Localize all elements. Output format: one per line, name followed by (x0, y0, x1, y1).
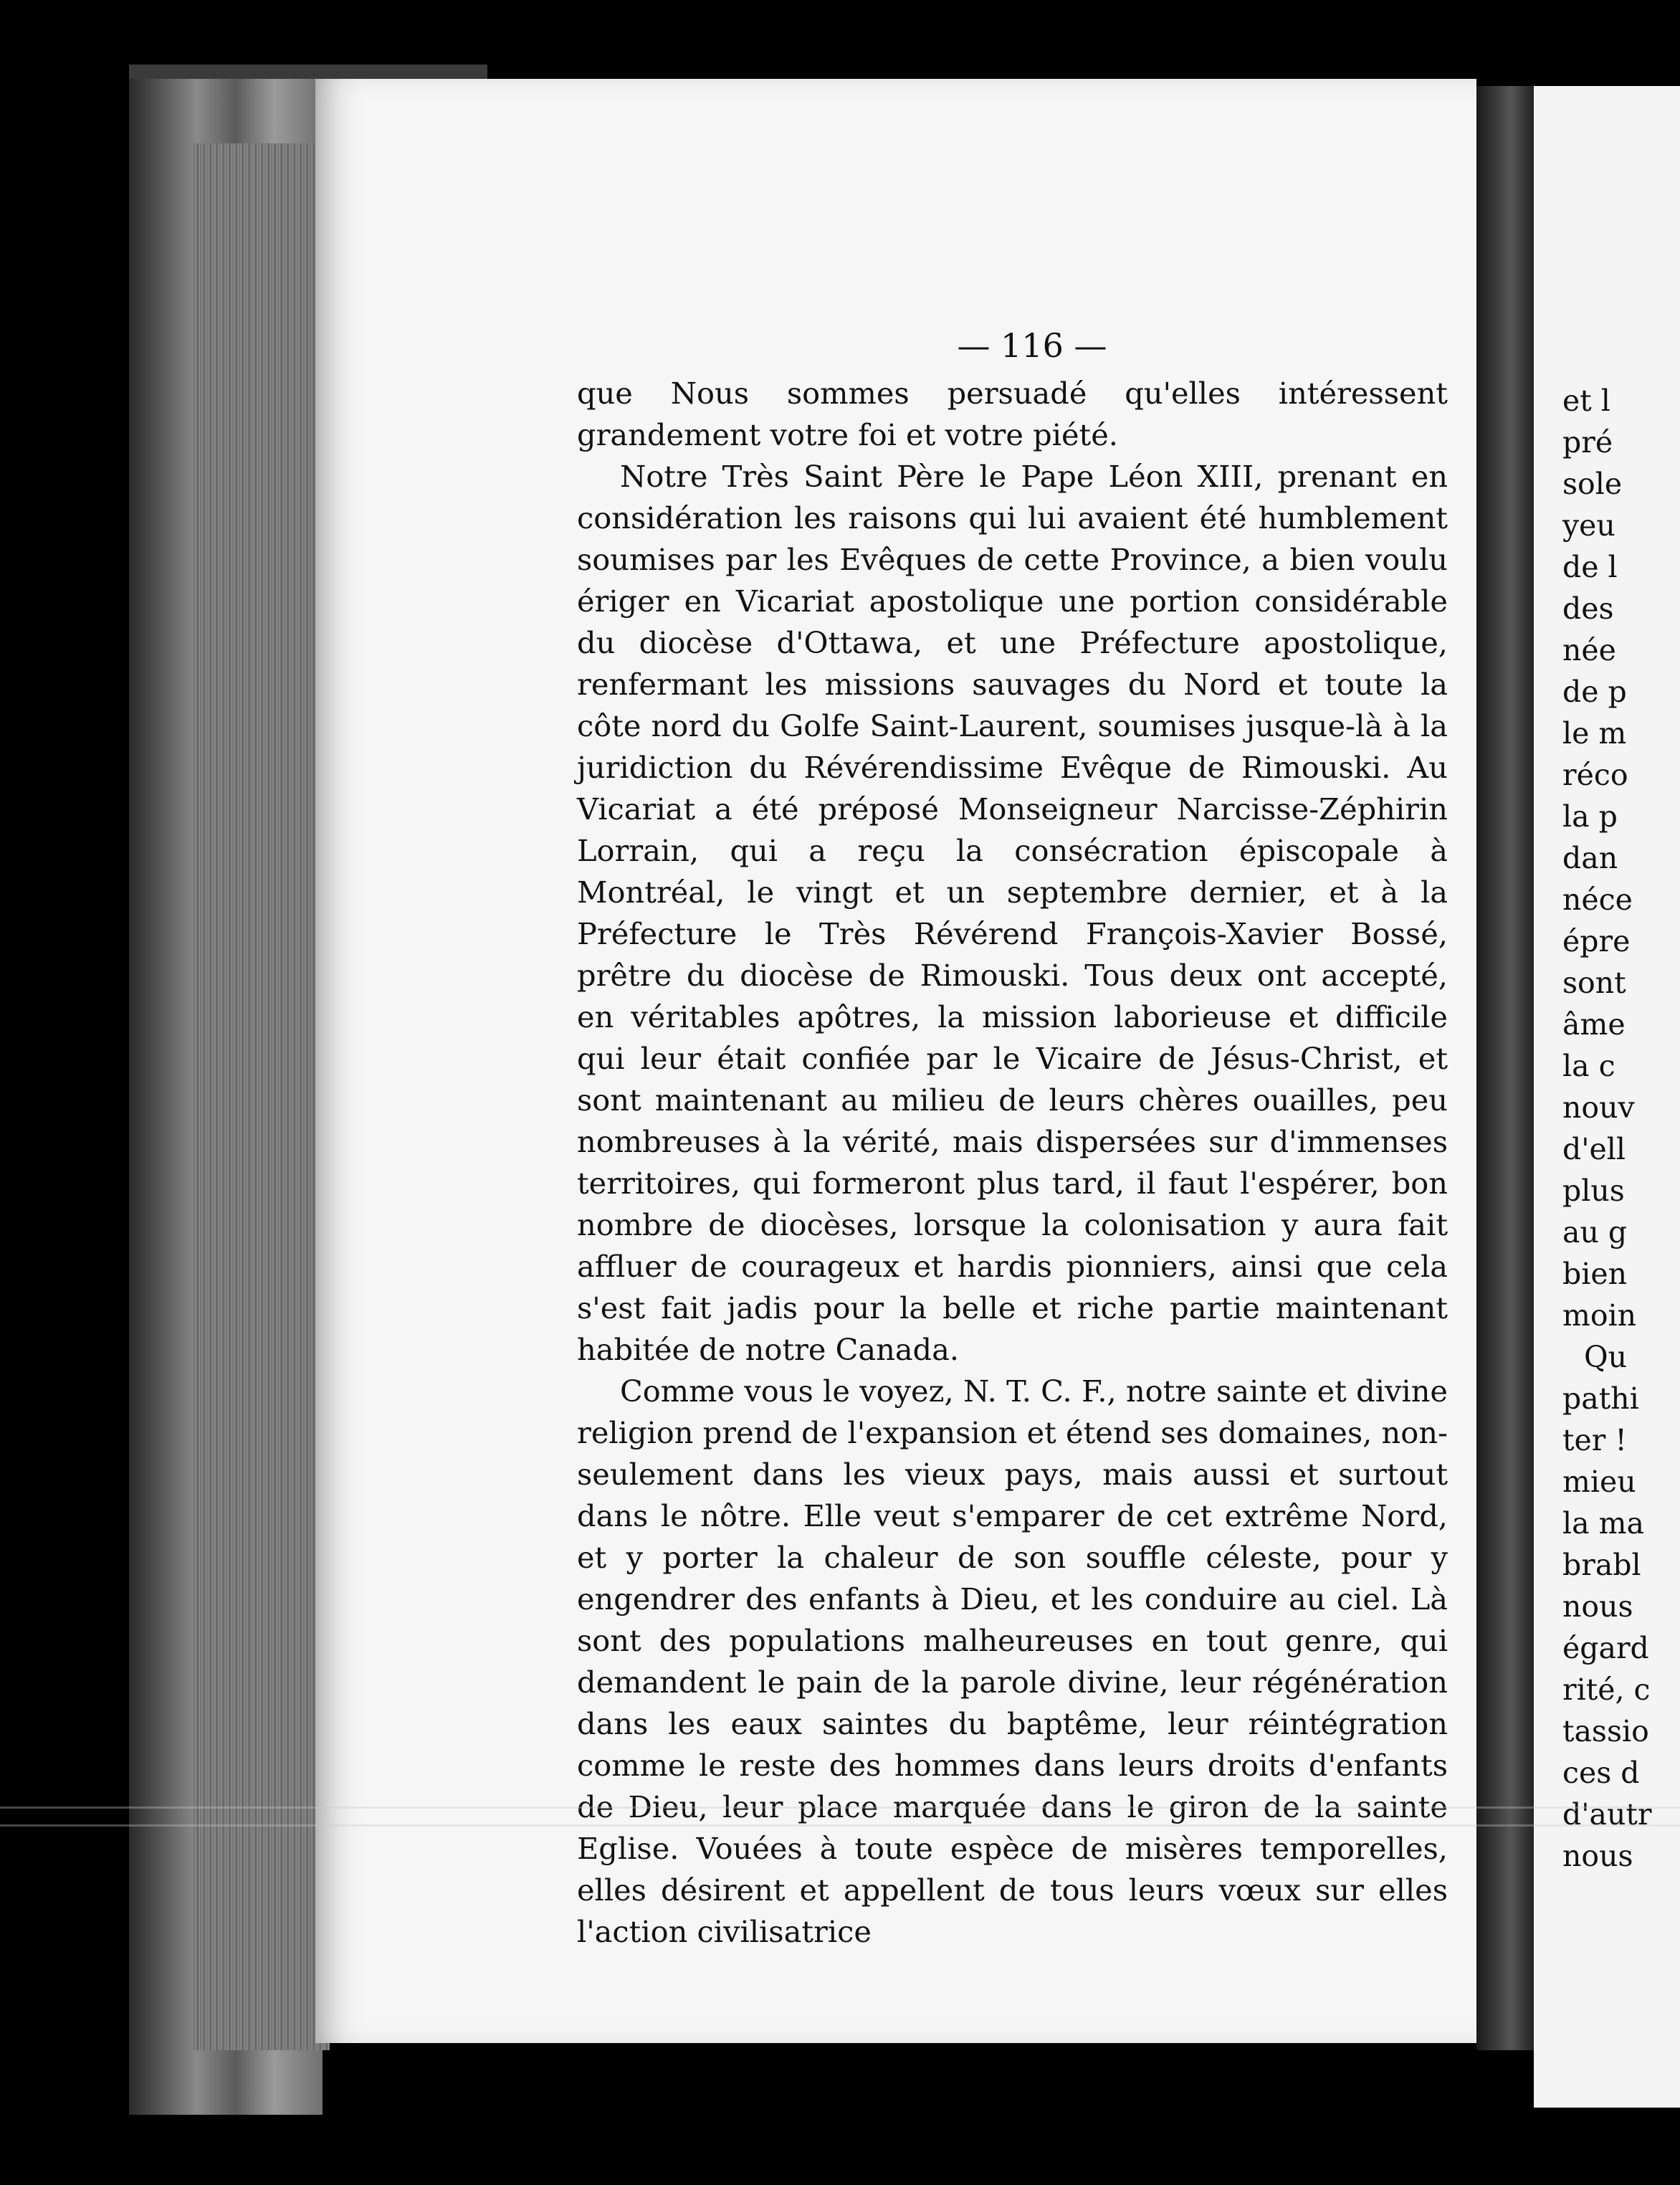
adjacent-line-fragment: pathi (1562, 1381, 1639, 1416)
adjacent-line-fragment: plus (1562, 1174, 1625, 1208)
adjacent-line-fragment: dan (1562, 841, 1618, 875)
adjacent-line-fragment: nous (1562, 1589, 1633, 1624)
adjacent-line-fragment: brabl (1562, 1548, 1641, 1582)
adjacent-line-fragment: ces d (1562, 1756, 1640, 1790)
adjacent-line-fragment: d'ell (1562, 1132, 1626, 1166)
scan-artifact-line (0, 1824, 1680, 1827)
adjacent-line-fragment: yeu (1562, 508, 1615, 543)
paragraph-3: Comme vous le voyez, N. T. C. F., notre sainte et divine religion prend de l'expansion et étend ses domaines, non-seulement dans les vieux pays, mais aussi et surtout dans le nôtre. Elle veut s'emparer de cet extrême Nord, et y porter la chaleur de son souffle céleste, pour y engendrer des enfants à Dieu, et les conduire au ciel. Là sont des populations malheureuses en tout genre, qui demandent le pain de la parole divine, leur régénération dans les eaux saintes du baptême, leur réintégration comme le reste des hommes dans leurs droits d'enfants de Dieu, leur place marquée dans le giron de la sainte Eglise. Vouées à toute espèce de misères temporelles, elles désirent et appellent de tous leurs vœux sur elles l'action civilisatrice (577, 1374, 1448, 1949)
adjacent-line-fragment: épre (1562, 924, 1631, 958)
adjacent-page (1534, 86, 1680, 2108)
adjacent-line-fragment: et l (1562, 384, 1610, 418)
adjacent-line-fragment: la p (1562, 799, 1618, 834)
adjacent-line-fragment: ter ! (1562, 1423, 1627, 1457)
adjacent-line-fragment: nouv (1562, 1090, 1635, 1125)
paragraph-1: que Nous sommes persuadé qu'elles intéressent grandement votre foi et votre piété. (577, 376, 1448, 452)
book-page (315, 79, 1476, 2043)
page-number: — 116 — (957, 326, 1107, 365)
adjacent-line-fragment: mieu (1562, 1465, 1636, 1499)
adjacent-line-fragment: au g (1562, 1215, 1628, 1249)
adjacent-line-fragment: sont (1562, 966, 1626, 1000)
adjacent-line-fragment: pré (1562, 425, 1613, 460)
adjacent-line-fragment: rité, c (1562, 1672, 1651, 1707)
adjacent-line-fragment: le m (1562, 716, 1627, 751)
adjacent-line-fragment: sole (1562, 467, 1623, 501)
adjacent-line-fragment: néce (1562, 882, 1633, 917)
page-edges (194, 143, 330, 2050)
adjacent-line-fragment: tassio (1562, 1714, 1649, 1748)
adjacent-line-fragment: bien (1562, 1257, 1628, 1291)
adjacent-line-fragment: née (1562, 633, 1616, 667)
adjacent-line-fragment: réco (1562, 758, 1628, 792)
adjacent-line-fragment: moin (1562, 1298, 1637, 1333)
adjacent-line-fragment: des (1562, 591, 1614, 626)
adjacent-line-fragment: de p (1562, 675, 1627, 709)
adjacent-line-fragment: la c (1562, 1049, 1615, 1083)
book-gutter (1476, 86, 1534, 2050)
adjacent-line-fragment: âme (1562, 1007, 1626, 1042)
adjacent-line-fragment: égard (1562, 1631, 1649, 1665)
adjacent-line-fragment: Qu (1584, 1340, 1628, 1374)
paragraph-2: Notre Très Saint Père le Pape Léon XIII, prenant en considération les raisons qui lui avaient été humblement soumises par les Evêques de cette Province, a bien voulu ériger en Vicariat apostolique une portion considérable du diocèse d'Ottawa, et une Préfecture apostolique, renfermant les missions sauvages du Nord et toute la côte nord du Golfe Saint-Laurent, soumises jusque-là à la juridiction du Révérendissime Evêque de Rimouski. Au Vicariat a été préposé Monseigneur Narcisse-Zéphirin Lorrain, qui a reçu la consécration épiscopale à Montréal, le vingt et un septembre dernier, et à la Préfecture le Très Révérend François-Xavier Bossé, prêtre du diocèse de Rimouski. Tous deux ont accepté, en véritables apôtres, la mission laborieuse et difficile qui leur était confiée par le Vicaire de Jésus-Christ, et sont maintenant au milieu de leurs chères ouailles, peu nombreuses à la vérité, mais dispersées sur d'immenses territoires, qui formeront plus tard, il faut l'espérer, bon nombre de diocèses, lorsque la colonisation y aura fait affluer de courageux et hardis pionniers, ainsi que cela s'est fait jadis pour la belle et riche partie maintenant habitée de notre Canada. (577, 459, 1448, 1367)
adjacent-line-fragment: de l (1562, 550, 1618, 584)
scan-artifact-line (0, 1806, 1680, 1809)
adjacent-line-fragment: la ma (1562, 1506, 1644, 1541)
page-text (577, 373, 1448, 1953)
adjacent-line-fragment: d'autr (1562, 1797, 1652, 1832)
adjacent-page-text (1562, 380, 1651, 1877)
adjacent-line-fragment: nous (1562, 1839, 1633, 1873)
